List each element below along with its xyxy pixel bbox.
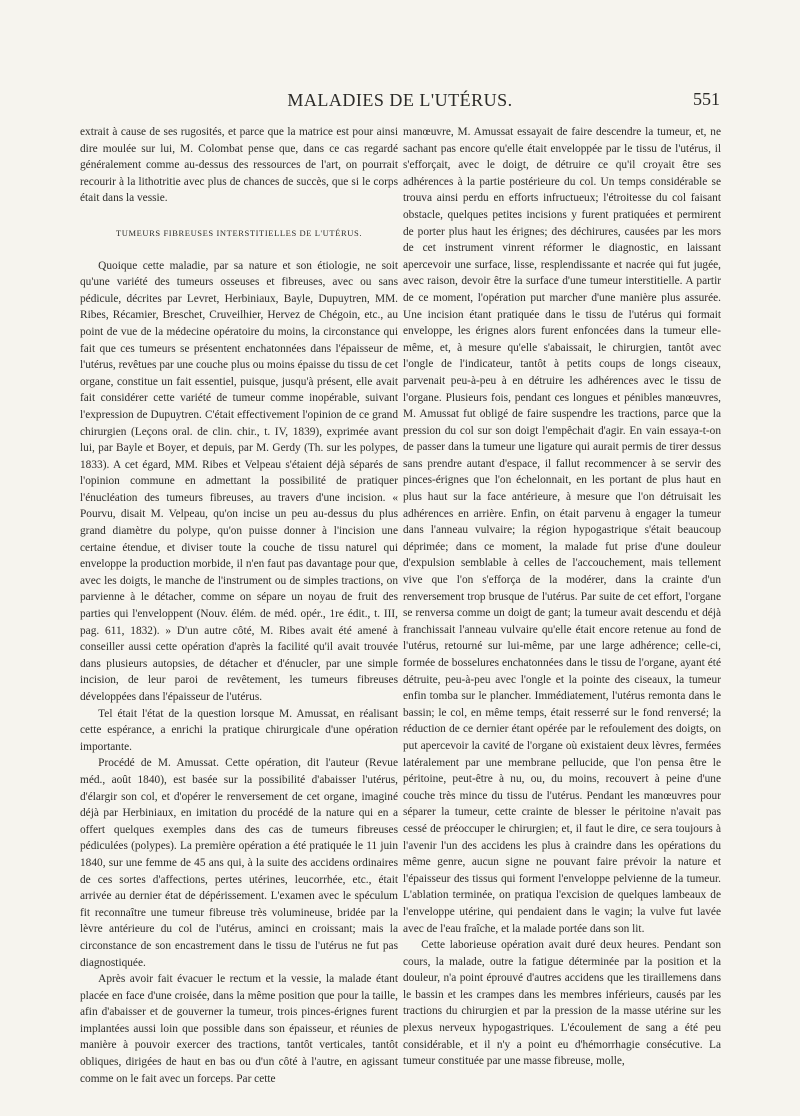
paragraph: Quoique cette maladie, par sa nature et son étiologie, ne soit qu'une variété des tumeurs osseuses et fibreuses, avec ou sans pédicule, décrites par Levret, Herbiniaux, Bayle, Dupuytren, MM. Ribes, Récamier, Breschet, Cruveilhier, Hervez de Chégoin, etc., au point de vue de la médecine opératoire du moins, la circonstance qui fait que ces tumeurs se présentent enchatonnées dans l'épaisseur de l'utérus, revêtues par une couche plus ou moins épaisse du tissu de cet organe, constitue un fait essentiel, puisque, jusqu'à présent, elle avait fait considérer cette variété de tumeur comme inopérable, suivant l'expression de Dupuytren. C'était effectivement l'opinion de ce grand chirurgien (Leçons oral. de clin. chir., t. IV, 1839), exprimée avant lui, par Bayle et Boyer, et depuis, par M. Gerdy (Th. sur les polypes, 1833). A cet égard, MM. Ribes et Velpeau s'étaient déjà séparés de l'opinion commune en admettant la possibilité de pratiquer l'énucléation des tumeurs fibreuses, au travers d'une incision. « Pourvu, disait M. Velpeau, qu'on incise un peu au-dessus du plus grand diamètre du polype, qu'on puisse donner à l'incision une certaine étendue, et diviser toute la couche de tissu naturel qui enveloppe la production morbide, il n'en faut pas davantage pour que, avec les doigts, le manche de l'instrument ou de simples tractions, on parvienne à le détacher, comme on sépare un noyau de fruit des parties qui l'enveloppent (Nouv. élém. de méd. opér., 1re édit., t. III, pag. 611, 1832). » D'un autre côté, M. Ribes avait été amené à conseiller aussi cette opération d'après la facilité qu'il avait trouvée dans plusieurs autopsies, de détacher et d'énucler, par une simple incision, de leur paroi de revêtement, les tumeurs fibreuses développées dans l'épaisseur de l'utérus. (80, 259, 398, 703)
running-title: MALADIES DE L'UTÉRUS. (287, 90, 513, 110)
paragraph: Cette laborieuse opération avait duré deux heures. Pendant son cours, la malade, outre la fatigue déterminée par la position et la douleur, n'a point éprouvé d'autres accidens que les tiraillemens dans le bassin et les crampes dans les membres inférieurs, causés par les tractions du chirurgien et par la pression de la masse utérine sur les plexus nerveux hypogastriques. L'écoulement de sang a été peu considérable, et il n'y a point eu d'hémorrhagie consécutive. La tumeur constituée par une masse fibreuse, molle, (403, 939, 721, 1068)
right-column (403, 124, 721, 1070)
section-heading: TUMEURS FIBREUSES INTERSTITIELLES DE L'UTÉRUS. (115, 227, 363, 238)
paragraph: Après avoir fait évacuer le rectum et la vessie, la malade étant placée en face d'une croisée, dans la même position que pour la taille, afin d'abaisser et de gouverner la tumeur, trois pinces-érignes furent implantées aussi loin que possible dans son épaisseur, et réunies de manière à pouvoir exercer des tractions, tantôt verticales, tantôt obliques, dirigées de haut en bas ou d'un côté à l'autre, en agissant comme on le fait avec un forceps. Par cette (80, 973, 398, 1085)
paragraph: Procédé de M. Amussat. Cette opération, dit l'auteur (Revue méd., août 1840), est basée sur la possibilité d'abaisser l'utérus, d'élargir son col, et d'opérer le renversement de cet organe, imaginé déjà par Herbiniaux, en imitation du procédé de la nature qui en a offert quelques exemples dans des cas de tumeurs fibreuses pédiculées (polypes). La première opération a été pratiquée le 11 juin 1840, sur une femme de 45 ans qui, à la suite des accidens ordinaires de ces sortes d'affections, pertes utérines, leucorrhée, etc., était arrivée au dernier état de dépérissement. L'examen avec le spéculum fit reconnaître une tumeur fibreuse très volumineuse, bridée par la lèvre antérieure du col de l'utérus, aminci en croissant; mais la circonstance de son encastrement dans le tissu de l'utérus ne fut pas diagnostiquée. (80, 757, 398, 969)
paragraph-continuation: manœuvre, M. Amussat essayait de faire descendre la tumeur, et, ne sachant pas encore qu'elle était enveloppée par le tissu de l'utérus, il s'efforçait, avec le doigt, de détruire ce qu'il croyait être ses adhérences à la partie postérieure du col. Un temps considérable se trouva ainsi perdu en efforts infructueux; l'étroitesse du col faisant obstacle, quelques petites incisions y furent pratiquées et permirent de porter plus haut les érignes; des déchirures, causées par les mors de cet instrument vinrent réformer le diagnostic, en laissant apercevoir une surface, lisse, resplendissante et nacrée qui fut jugée, avec raison, devoir être la surface d'une tumeur interstitielle. A partir de ce moment, l'opération put marcher d'une manière plus assurée. Une incision étant pratiquée dans le tissu de l'utérus qui formait enveloppe, les érignes alors furent enfoncées dans la tumeur elle-même, et, à mesure qu'elle s'abaissait, le chirurgien, tantôt avec l'ongle de l'indicateur, tantôt à petits coups de longs ciseaux, parvenait peu-à-peu à en détruire les adhérences avec le tissu de l'organe. Plusieurs fois, pendant ces longues et pénibles manœuvres, M. Amussat fut obligé de faire suspendre les tractions, parce que la pression du col sur son doigt l'empêchait d'agir. En vain essaya-t-on de passer dans la tumeur une ligature qui aurait permis de tirer dessus sans prendre autant d'espace, il fallut recommencer à se servir des pinces-érignes que l'on échelonnait, en les portant de plus haut en plus haut sur la face antérieure, à mesure que l'on détruisait les adhérences en arrière. Enfin, on était parvenu à engager la tumeur dans l'anneau vulvaire; la région hypogastrique s'était beaucoup déprimée; dans ce moment, la malade fut prise d'une douleur d'expulsion semblable à celles de l'accouchement, mais tellement vive que l'on s'efforça de la modérer, dans la crainte d'un renversement trop brusque de l'utérus. Par suite de cet effort, l'organe se renversa comme un doigt de gant; la tumeur avait descendu et déjà franchissait l'anneau vulvaire qu'elle était encore retenue au fond de l'utérus, retourné sur lui-même, par une large adhérence; celle-ci, formée de bosselures enchatonnées dans le tissu de l'organe, ayant été détruite, peu-à-peu avec l'ongle et la pointe des ciseaux, la tumeur enfin tomba sur le plancher. Immédiatement, l'utérus remonta dans le bassin; le col, en même temps, était resserré sur le fond renversé; la réduction de ce dernier étant opérée par le refoulement des doigts, on put apercevoir la cavité de l'organe où existaient deux lèvres, fermées latéralement par une membrane pellucide, que l'on pensa être le péritoine, peut-être à nu, ou, du moins, recouvert à peine d'une couche très mince du tissu de l'utérus. Pendant les manœuvres pour séparer la tumeur, cette crainte de blesser le péritoine n'avait pas cessé de préoccuper le chirurgien; et, il faut le dire, ce sera toujours à l'avenir l'un des accidens les plus à craindre dans les opérations du même genre, aucun signe ne pouvant faire prévoir la nature et l'épaisseur des tissus qui forment l'enveloppe pelvienne de la tumeur. L'ablation terminée, on pratiqua l'excision de quelques lambeaux de l'enveloppe utérine, qui pendaient dans le vagin; la vulve fut lavée avec de l'eau fraîche, et la malade portée dans son lit. (403, 126, 721, 935)
running-head (80, 90, 720, 114)
paragraph-continuation: extrait à cause de ses rugosités, et parce que la matrice est pour ainsi dire moulée sur lui, M. Colombat pense que, dans ce cas regardé généralement comme au-dessus des ressources de l'art, on pourrait recourir à la lithotritie avec plus de chances de succès, que si le corps était dans la vessie. (80, 126, 398, 205)
paragraph: Tel était l'état de la question lorsque M. Amussat, en réalisant cette espérance, a enrichi la pratique chirurgicale d'une opération importante. (80, 707, 398, 753)
page-number: 551 (693, 89, 720, 109)
left-column (80, 124, 398, 1087)
